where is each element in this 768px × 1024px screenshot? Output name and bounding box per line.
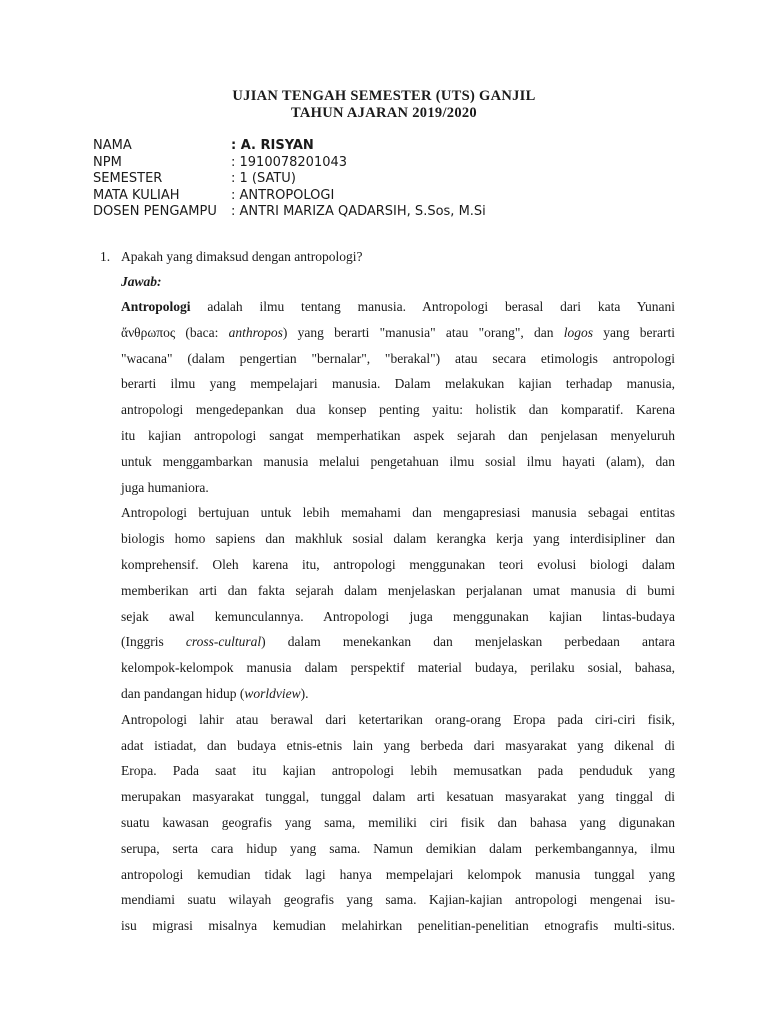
info-label: MATA KULIAH <box>93 187 180 203</box>
paragraph-2 <box>121 500 675 706</box>
text-line: "wacana" (dalam pengertian "bernalar", "berakal") atau secara etimologis antropologi <box>121 350 675 366</box>
question-number: 1. <box>100 249 111 264</box>
text-line: untuk menggambarkan manusia melalui pengetahuan ilmu sosial ilmu hayati (alam), dan <box>121 453 675 469</box>
text-span: yang berarti <box>593 324 675 340</box>
text-span: ) dalam menekankan dan menjelaskan perbedaan antara <box>261 634 675 650</box>
info-value: : 1910078201043 <box>231 154 348 170</box>
text-line: antropologi kemudian tidak lagi hanya mempelajari kelompok manusia tunggal yang <box>121 866 675 882</box>
term-antropologi: Antropologi <box>121 299 191 314</box>
text-italic: anthropos <box>228 324 283 340</box>
text-span: ). <box>300 685 309 701</box>
info-label: SEMESTER <box>93 171 163 186</box>
text-line: merupakan masyarakat tunggal, tunggal dalam arti kesatuan masyarakat yang tinggal di <box>121 789 675 805</box>
academic-year: TAHUN AJARAN 2019/2020 <box>291 105 477 121</box>
info-row-name <box>93 138 486 155</box>
text-italic: worldview <box>244 685 301 701</box>
answer-body <box>121 294 675 939</box>
text-italic: logos <box>563 324 594 340</box>
question-text: Apakah yang dimaksud dengan antropologi? <box>121 249 363 264</box>
info-row-semester <box>93 171 486 188</box>
info-value: : 1 (SATU) <box>231 171 296 186</box>
info-label: NPM <box>93 154 122 170</box>
text-line <box>121 629 675 655</box>
text-italic: cross-cultural <box>185 634 262 650</box>
info-value: : A. RISYAN <box>231 138 314 153</box>
text-line <box>121 681 675 707</box>
text-line: Antropologi bertujuan untuk lebih memahami dan mengapresiasi manusia sebagai entitas <box>121 505 675 521</box>
text-line <box>121 320 675 346</box>
info-row-npm <box>93 155 486 172</box>
text-line: komprehensif. Oleh karena itu, antropologi menggunakan teori evolusi biologi dalam <box>121 556 675 572</box>
text-line: juga humaniora. <box>121 479 209 495</box>
text-line: berarti ilmu yang mempelajari manusia. Dalam melakukan kajian terhadap manusia, <box>121 376 675 392</box>
text-line: serupa, serta cara hidup yang sama. Namun demikian dalam perkembangannya, ilmu <box>121 840 675 856</box>
text-span: ἄνθρωπος (baca: <box>121 324 229 340</box>
exam-title: UJIAN TENGAH SEMESTER (UTS) GANJIL <box>232 88 536 104</box>
text-line: biologis homo sapiens dan makhluk sosial dalam kerangka kerja yang interdisipliner dan <box>121 531 675 547</box>
text-span: adalah ilmu tentang manusia. Antropologi berasal dari kata Yunani <box>190 299 675 314</box>
text-line: itu kajian antropologi sangat memperhatikan aspek sejarah dan penjelasan menyeluruh <box>121 427 675 443</box>
info-row-course <box>93 188 486 205</box>
text-line: antropologi mengedepankan dua konsep penting yaitu: holistik dan komparatif. Karena <box>121 402 675 418</box>
text-line: Antropologi lahir atau berawal dari ketertarikan orang-orang Eropa pada ciri-ciri fisik, <box>121 711 675 727</box>
text-line: suatu kawasan geografis yang sama, memiliki ciri fisik dan bahasa yang digunakan <box>121 814 675 830</box>
answer-label: Jawab: <box>121 274 162 289</box>
text-line: mendiami suatu wilayah geografis yang sama. Kajian-kajian antropologi mengenai isu- <box>121 892 675 908</box>
text-line: memberikan arti dan fakta sejarah dalam menjelaskan perjalanan umat manusia di bumi <box>121 582 675 598</box>
text-line: adat istiadat, dan budaya etnis-etnis lain yang berbeda dari masyarakat yang dikenal di <box>121 737 675 753</box>
text-span: dan pandangan hidup ( <box>121 685 245 701</box>
text-line: Eropa. Pada saat itu kajian antropologi lebih memusatkan pada penduduk yang <box>121 763 675 779</box>
text-line: sejak awal kemunculannya. Antropologi juga menggunakan kajian lintas-budaya <box>121 608 675 624</box>
info-label: NAMA <box>93 138 132 153</box>
student-info <box>93 138 486 221</box>
paragraph-1 <box>121 294 675 500</box>
text-line: kelompok-kelompok manusia dalam perspektif material budaya, perilaku sosial, bahasa, <box>121 660 675 676</box>
info-value: : ANTRI MARIZA QADARSIH, S.Sos, M.Si <box>231 204 486 219</box>
info-row-lecturer <box>93 204 486 221</box>
info-label: DOSEN PENGAMPU <box>93 204 217 219</box>
text-line: isu migrasi misalnya kemudian melahirkan penelitian-penelitian etnografis multi-situs. <box>121 918 675 934</box>
text-span: (Inggris <box>121 634 186 650</box>
text-line <box>121 294 675 320</box>
paragraph-3 <box>121 707 675 939</box>
info-value: : ANTROPOLOGI <box>231 187 335 203</box>
text-span: ) yang berarti "manusia" atau "orang", dan <box>282 324 564 340</box>
